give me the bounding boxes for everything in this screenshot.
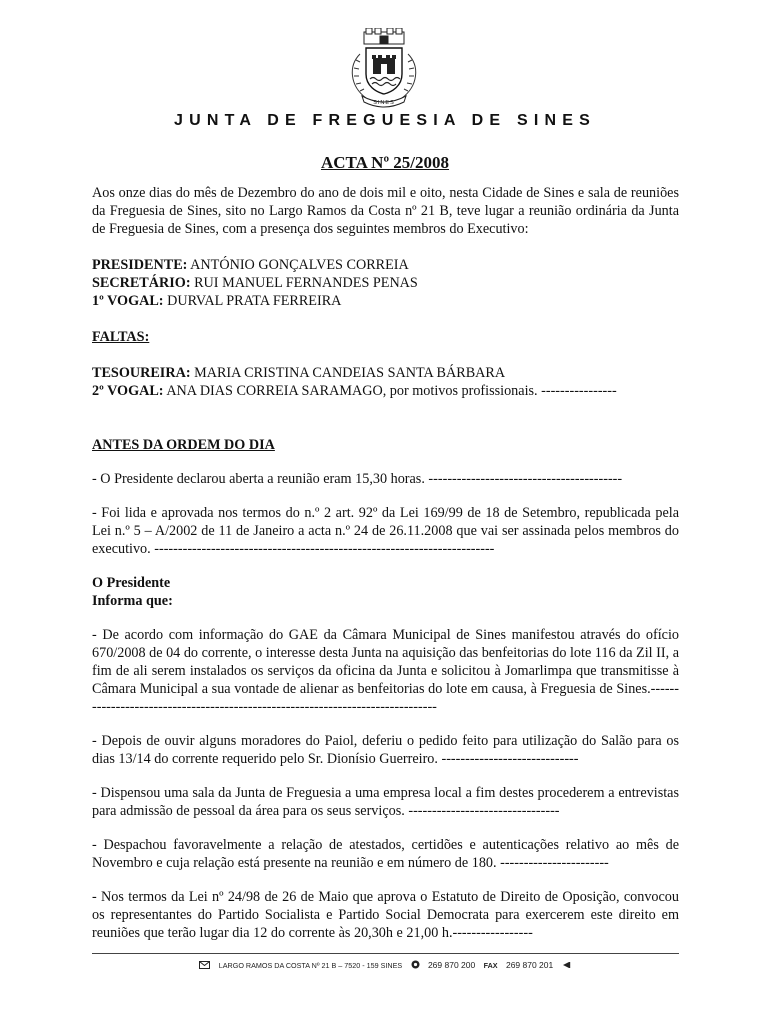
absence-role: 2º VOGAL: bbox=[92, 383, 164, 399]
member-role: SECRETÁRIO: bbox=[92, 275, 191, 291]
members-list bbox=[92, 256, 679, 310]
member-line bbox=[92, 256, 679, 274]
footer-fax-label: FAX bbox=[483, 961, 498, 970]
info-paragraph: - Dispensou uma sala da Junta de Freguesia a uma empresa local a fim destes procederem a entrevistas para admissão de pessoal da área para os seus serviços. -------------------------------- bbox=[92, 785, 679, 819]
member-name: RUI MANUEL FERNANDES PENAS bbox=[194, 275, 418, 291]
footer-divider bbox=[92, 953, 679, 954]
crest-ribbon-text: SINES bbox=[373, 100, 395, 106]
agenda-paragraph: - O Presidente declarou aberta a reunião eram 15,30 horas. ----------------------------------------- bbox=[92, 471, 623, 487]
agenda-heading: ANTES DA ORDEM DO DIA bbox=[92, 437, 275, 453]
absence-line bbox=[92, 364, 679, 382]
absence-line bbox=[92, 382, 679, 400]
absences-list bbox=[92, 364, 679, 400]
agenda-paragraph: - Foi lida e aprovada nos termos do n.º 2 art. 92º da Lei 169/99 de 18 de Setembro, republicada pela Lei n.º 5 – A/2002 de 11 de Janeiro a acta n.º 24 de 26.11.2008 que vai ser assinada pelos membros do executivo. ------------------------------------------------------------------------ bbox=[92, 505, 679, 557]
coat-of-arms-icon bbox=[342, 28, 426, 108]
absence-name: ANA DIAS CORREIA SARAMAGO, por motivos profissionais. ---------------- bbox=[166, 383, 617, 399]
phone-icon bbox=[411, 960, 420, 971]
informs-heading: Informa que: bbox=[92, 593, 173, 609]
member-line bbox=[92, 274, 679, 292]
president-heading: O Presidente bbox=[92, 575, 171, 591]
footer-address: LARGO RAMOS DA COSTA Nº 21 B – 7520 - 159 SINES bbox=[218, 961, 403, 970]
member-role: 1º VOGAL: bbox=[92, 293, 164, 309]
page-footer bbox=[0, 960, 770, 971]
intro-paragraph: Aos onze dias do mês de Dezembro do ano de dois mil e oito, nesta Cidade de Sines e sala de reuniões da Freguesia de Sines, sito no Largo Ramos da Costa nº 21 B, teve lugar a reunião ordinária da Junta de Freguesia de Sines, com a presença dos seguintes membros do Executivo: bbox=[92, 185, 679, 237]
document-title: ACTA Nº 25/2008 bbox=[320, 153, 450, 172]
absences-heading: FALTAS: bbox=[92, 329, 150, 345]
member-name: DURVAL PRATA FERREIRA bbox=[167, 293, 342, 309]
envelope-icon bbox=[199, 961, 210, 971]
member-name: ANTÓNIO GONÇALVES CORREIA bbox=[190, 257, 409, 273]
footer-fax: 269 870 201 bbox=[505, 960, 554, 970]
info-paragraph: - Despachou favoravelmente a relação de atestados, certidões e autenticações relativo ao mês de Novembro e cuja relação está presente na reunião e em número de 180. ----------------------- bbox=[92, 837, 679, 871]
document-body bbox=[92, 184, 679, 942]
organization-name: JUNTA DE FREGUESIA DE SINES bbox=[174, 112, 596, 129]
absence-role: TESOUREIRA: bbox=[92, 365, 191, 381]
fax-pointer-icon bbox=[562, 961, 571, 971]
footer-phone: 269 870 200 bbox=[427, 960, 476, 970]
absence-name: MARIA CRISTINA CANDEIAS SANTA BÁRBARA bbox=[194, 365, 506, 381]
member-role: PRESIDENTE: bbox=[92, 257, 188, 273]
info-paragraph: - Depois de ouvir alguns moradores do Paiol, deferiu o pedido feito para utilização do Salão para os dias 13/14 do corrente requerido pelo Sr. Dionísio Guerreiro. ----------------------------- bbox=[92, 733, 679, 767]
info-paragraph: - Nos termos da Lei nº 24/98 de 26 de Maio que aprova o Estatuto de Direito de Oposição, convocou os representantes do Partido Socialista e Partido Social Democrata para exercerem este direito em reuniões que terão lugar dia 12 do corrente às 20,30h e 21,00 h.----------------- bbox=[92, 889, 679, 941]
member-line bbox=[92, 292, 679, 310]
info-paragraph: - De acordo com informação do GAE da Câmara Municipal de Sines manifestou através do ofício 670/2008 de 04 do corrente, o interesse desta Junta na aquisição das benfeitorias do lote 116 da Zil II, a fim de ali serem instalados os serviços da oficina da Junta e solicitou à Jomarlimpa que transmitisse à Câmara Municipal a sua vontade de alienar as benfeitorias do lote em causa, à Freguesia de Sines.------------------------------------------------------------------------------- bbox=[92, 627, 679, 715]
